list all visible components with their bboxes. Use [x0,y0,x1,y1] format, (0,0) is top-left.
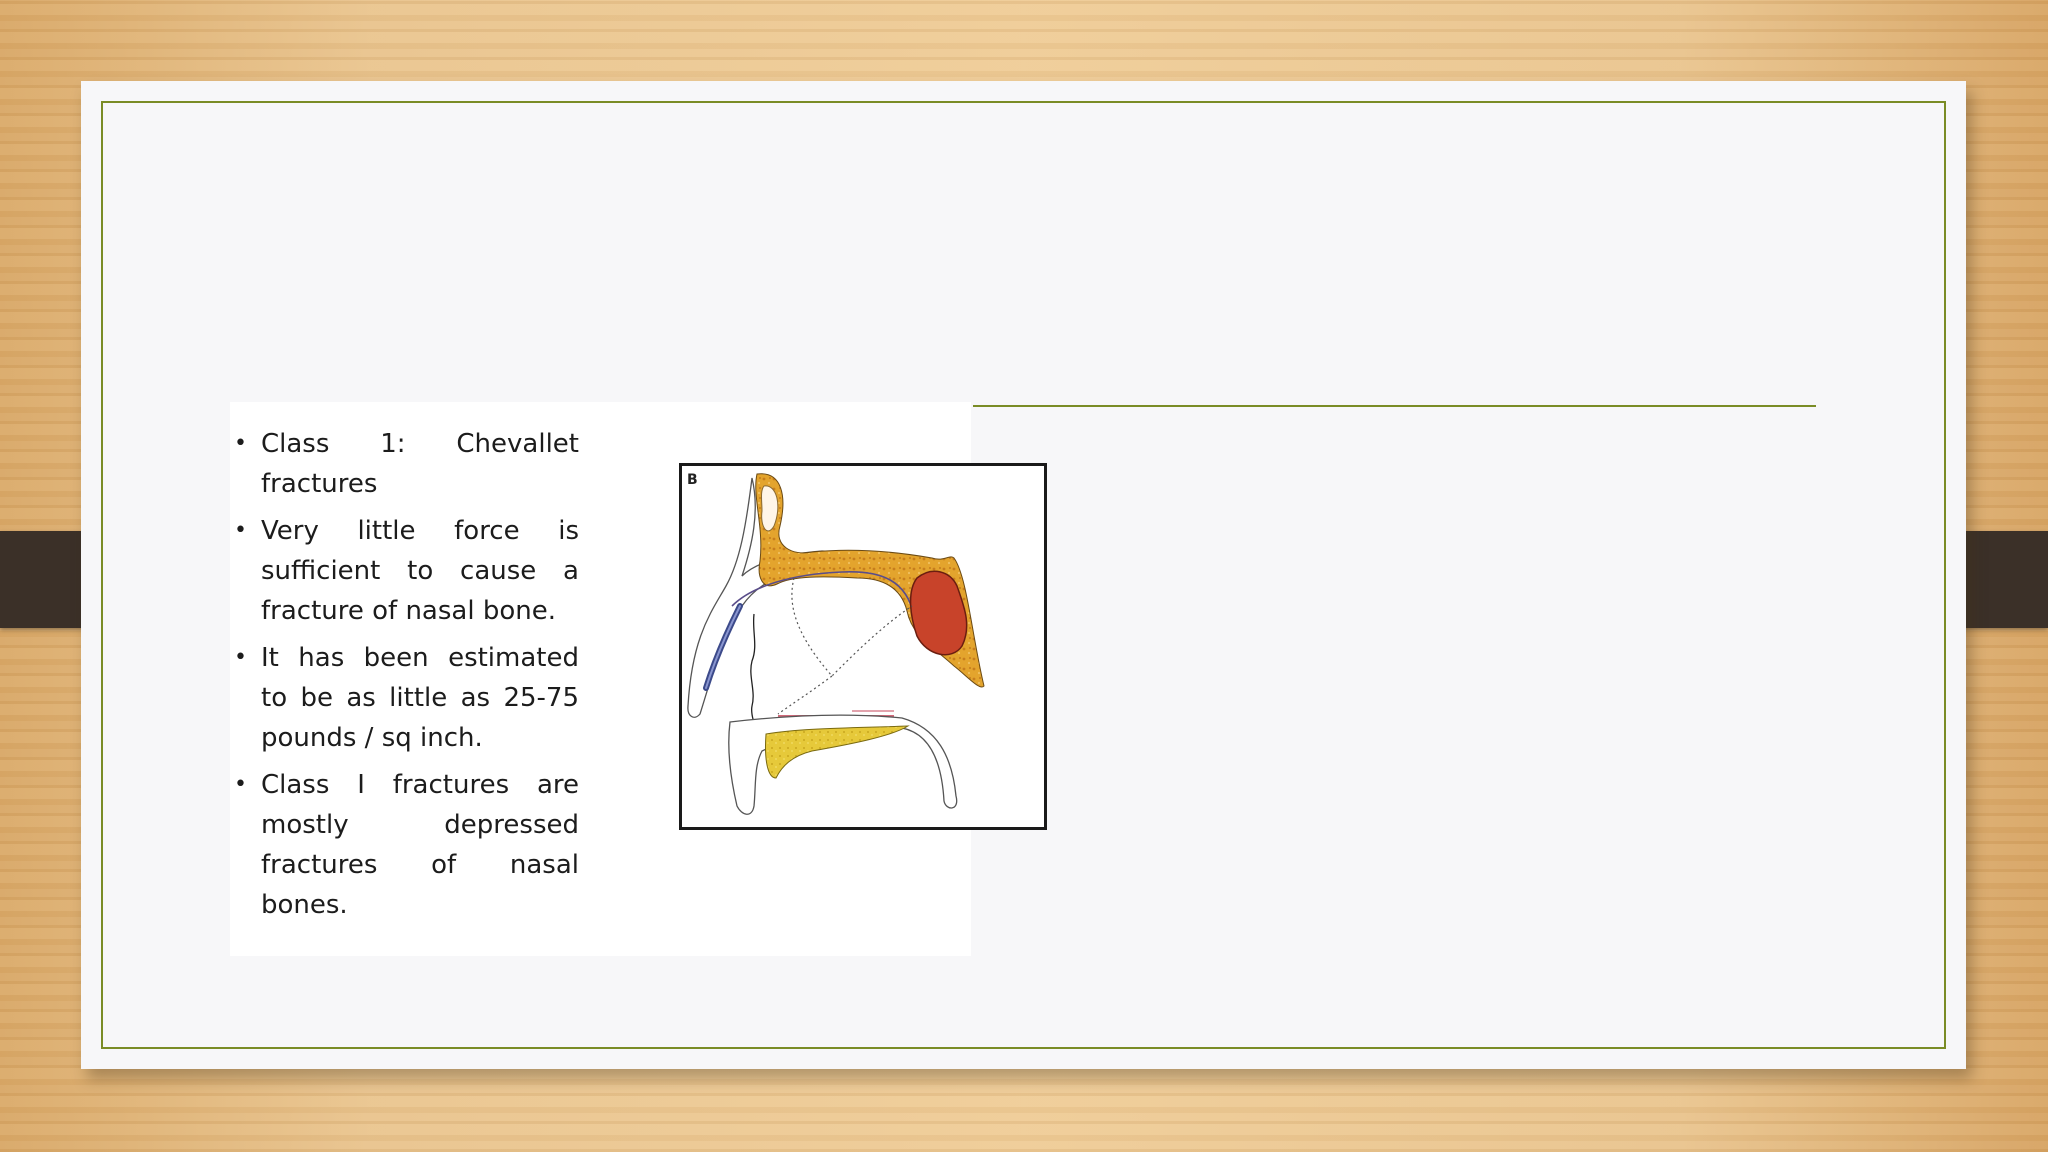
bullet-item [234,511,579,631]
bullet-item [234,638,579,758]
bullet-text: Very little force is sufficient to cause a fracture of nasal bone. [261,516,579,626]
bullet-dot-icon: • [234,431,247,456]
bullet-dot-icon: • [234,772,247,797]
bullet-list [234,424,579,932]
figure-label: B [687,472,698,488]
nasal-anatomy-illustration [679,463,1047,830]
content-area [230,402,971,956]
bullet-item [234,424,579,504]
slide [81,81,1966,1069]
bullet-dot-icon: • [234,518,247,543]
title-divider [973,405,1816,407]
bullet-item [234,765,579,925]
bullet-dot-icon: • [234,645,247,670]
bullet-text: It has been estimated to be as little as 25-75 pounds / sq inch. [261,643,579,753]
bullet-text: Class 1: Chevallet fractures [261,429,579,499]
bullet-text: Class I fractures are mostly depressed fractures of nasal bones. [261,770,579,920]
nasal-anatomy-drawing [682,466,1044,827]
